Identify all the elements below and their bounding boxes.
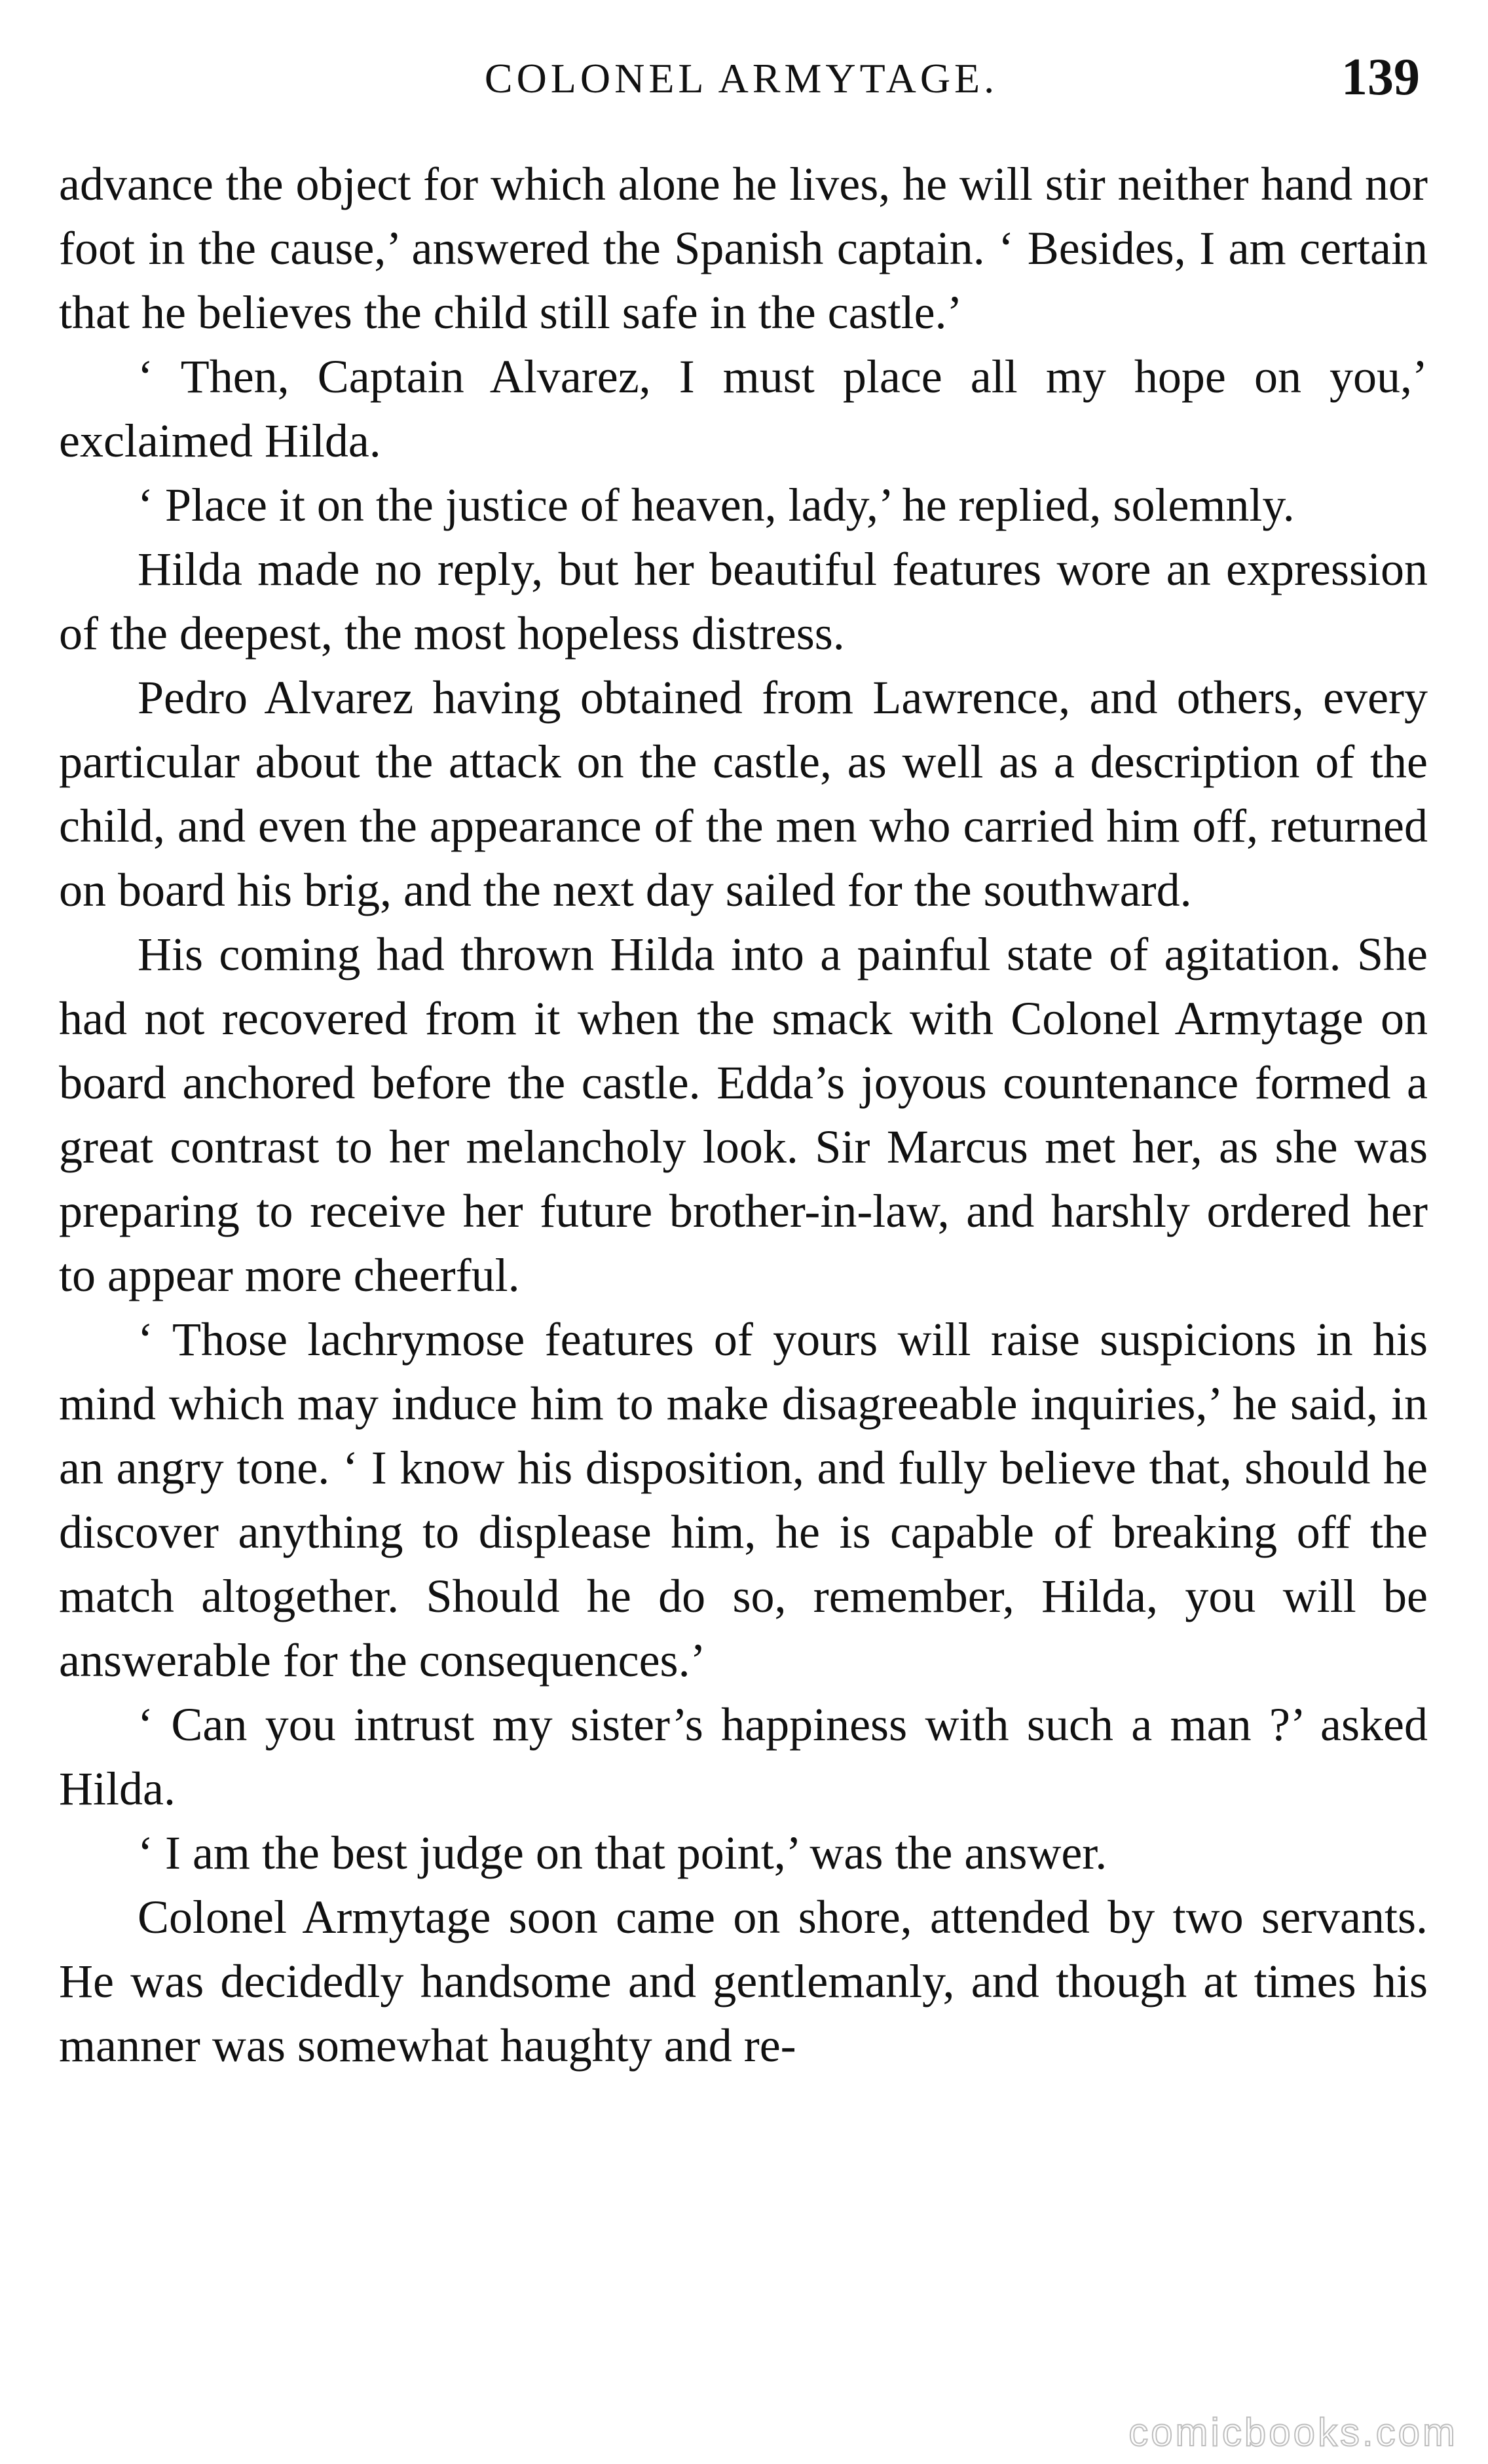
paragraph: ‘ Can you intrust my sister’s happiness with such a man ?’ asked Hilda.: [59, 1698, 1428, 1815]
page-number: 139: [1341, 48, 1420, 106]
body-text: [59, 152, 1428, 2078]
paragraph: Hilda made no reply, but her beautiful features wore an expression of the deepest, the most hopeless distress.: [59, 543, 1428, 660]
running-head: [63, 48, 1420, 123]
paragraph: Pedro Alvarez having obtained from Lawrence, and others, every particular about the attack on the castle, as well as a description of the child, and even the appearance of the men who carried him off, returned on board his brig, and the next day sailed for the southward.: [59, 671, 1428, 916]
watermark-logo: comicbooks.com: [1128, 2410, 1458, 2454]
paragraph: advance the object for which alone he lives, he will stir neither hand nor foot in the cause,’ answered the Spanish captain. ‘ Besides, I am certain that he believes the child still safe in the castle.’: [59, 158, 1428, 339]
paragraph: ‘ Then, Captain Alvarez, I must place all my hope on you,’ exclaimed Hilda.: [59, 350, 1428, 467]
paragraph: ‘ Those lachrymose features of yours will raise suspicions in his mind which may induce him to make disagreeable inquiries,’ he said, in an angry tone. ‘ I know his disposition, and fully believe that, should he discover anything to displease him, he is capable of breaking off the match altogether. Should he do so, remember, Hilda, you will be answerable for the consequences.’: [59, 1313, 1428, 1687]
paragraph: His coming had thrown Hilda into a painful state of agitation. She had not recovered from it when the smack with Colonel Armytage on board anchored before the castle. Edda’s joyous countenance formed a great contrast to her melancholy look. Sir Marcus met her, as she was preparing to receive her future brother-in-law, and harshly ordered her to appear more cheerful.: [59, 928, 1428, 1301]
paragraph: ‘ I am the best judge on that point,’ was the answer.: [138, 1827, 1107, 1879]
paragraph: Colonel Armytage soon came on shore, attended by two servants. He was decidedly handsome and gentlemanly, and though at times his manner was somewhat haughty and re-: [59, 1891, 1428, 2072]
paragraph: ‘ Place it on the justice of heaven, lady,’ he replied, solemnly.: [138, 479, 1295, 531]
running-title: COLONEL ARMYTAGE.: [484, 55, 999, 102]
